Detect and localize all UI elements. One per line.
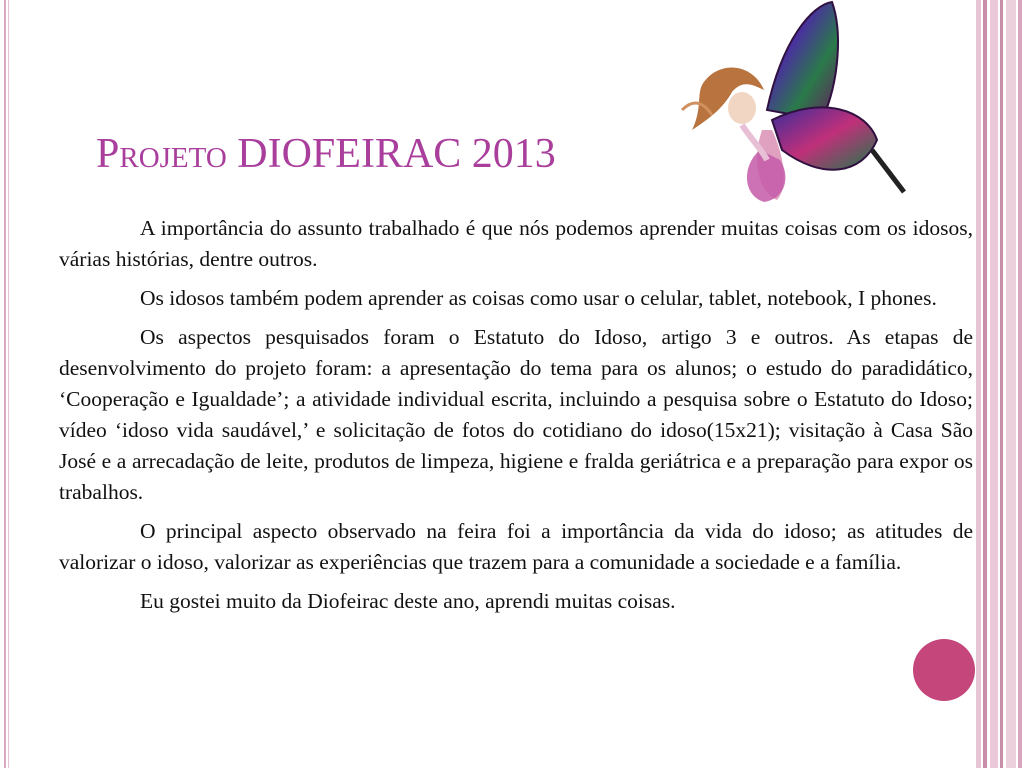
right-stripe [976,0,981,768]
decorative-circle [913,639,975,701]
paragraph: O principal aspecto observado na feira foi a importância da vida do idoso; as atitudes de valorizar o idoso, valorizar as experiências que trazem para a comunidade a sociedade e a família. [59,519,973,574]
right-stripe [1018,0,1022,768]
right-stripe [990,0,998,768]
left-border-line-inner [8,0,9,768]
paragraph: A importância do assunto trabalhado é que nós podemos aprender muitas coisas com os idosos, várias histórias, dentre outros. [59,216,973,271]
right-stripe [1000,0,1003,768]
left-border-line [4,0,6,768]
paragraph: Eu gostei muito da Diofeirac deste ano, aprendi muitas coisas. [140,589,676,613]
fairy-butterfly-image [672,0,912,205]
slide-body [59,213,973,625]
paragraph: Os idosos também podem aprender as coisas como usar o celular, tablet, notebook, I phones. [140,286,937,310]
slide-title: Projeto DIOFEIRAC 2013 [96,131,556,177]
right-stripe [1006,0,1016,768]
right-stripe [983,0,987,768]
paragraph: Os aspectos pesquisados foram o Estatuto do Idoso, artigo 3 e outros. As etapas de desenvolvimento do projeto foram: a apresentação do tema para os alunos; o estudo do paradidático, ‘Cooperação e Igualdade’; a atividade individual escrita, incluindo a pesquisa sobre o Estatuto do Idoso; vídeo ‘idoso vida saudável,’ e solicitação de fotos do cotidiano do idoso(15x21); visitação à Casa São José e a arrecadação de leite, produtos de limpeza, higiene e fralda geriátrica e a preparação para expor os trabalhos. [59,325,973,504]
